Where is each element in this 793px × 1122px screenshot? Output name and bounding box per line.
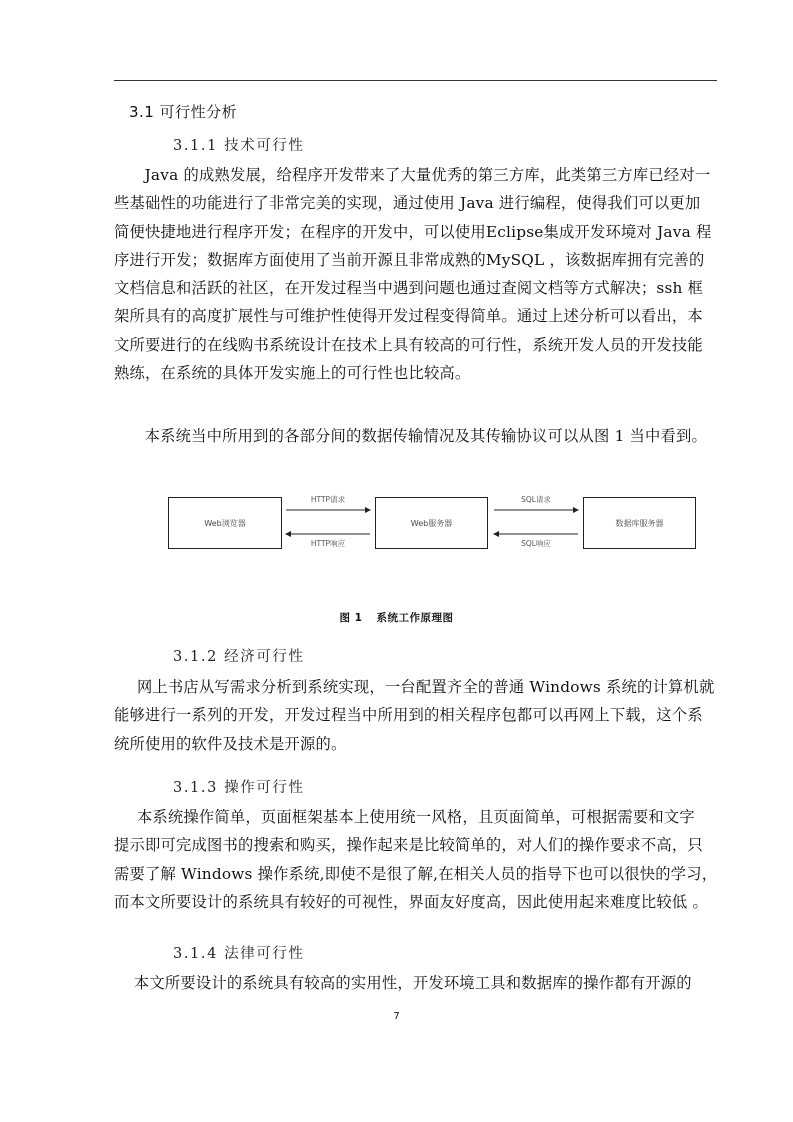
figure-caption [0, 610, 793, 625]
box-database-server: 数据库服务器 [583, 497, 696, 549]
text-line: 简便快捷地进行程序开发；在程序的开发中，可以使用Eclipse集成开发环境对 Java 程 [114, 222, 712, 241]
text-line: 本系统当中所用到的各部分间的数据传输情况及其传输协议可以从图 1 当中看到。 [144, 427, 708, 445]
text-line: 些基础性的功能进行了非常完美的实现，通过使用 Java 进行编程，使得我们可以更加 [114, 194, 701, 213]
label-http-response: HTTP响应 [310, 539, 346, 548]
paragraph-legal [114, 969, 717, 997]
paragraph-operational [114, 803, 717, 916]
box-web-server: Web服务器 [375, 497, 488, 549]
header-rule [114, 80, 717, 81]
text-line: 文所要进行的在线购书系统设计在技术上具有较高的可行性，系统开发人员的开发技能 [114, 335, 703, 354]
subsection-title-economic: 3.1.2 经济可行性 [173, 649, 305, 665]
text-line: 统所使用的软件及技术是开源的。 [114, 734, 347, 753]
text-line: 序进行开发；数据库方面使用了当前开源且非常成熟的MySQL ，该数据库拥有完善的 [114, 250, 705, 269]
text-line: 网上书店从写需求分析到系统实现，一台配置齐全的普通 Windows 系统的计算机就 [136, 678, 715, 696]
figure-caption-text: 系统工作原理图 [376, 612, 454, 624]
text-line: 本系统操作简单，页面框架基本上使用统一风格，且页面简单，可根据需要和文字 [136, 808, 695, 826]
paragraph-figure-reference [114, 422, 717, 450]
subsection-title-technical: 3.1.1 技术可行性 [173, 138, 305, 154]
text-line: 提示即可完成图书的搜索和购买，操作起来是比较简单的，对人们的操作要求不高，只 [114, 836, 703, 855]
label-http-request: HTTP请求 [310, 495, 346, 504]
page-number: 7 [393, 1011, 400, 1022]
label-sql-response: SQL响应 [521, 539, 551, 548]
text-line: 能够进行一系列的开发，开发过程当中所用到的相关程序包都可以再网上下载，这个系 [114, 706, 703, 725]
text-line: 文档信息和活跃的社区，在开发过程当中遇到问题也通过查阅文档等方式解决；ssh 框 [114, 279, 704, 298]
text-line: 需要了解 Windows 操作系统,即使不是很了解,在相关人员的指导下也可以很快的学习， [114, 864, 718, 883]
section-title: 3.1 可行性分析 [129, 103, 238, 121]
text-line: 而本文所要设计的系统具有较好的可视性，界面友好度高，因此使用起来难度比较低 。 [114, 892, 708, 911]
label-sql-request: SQL请求 [521, 495, 551, 504]
figure-caption-number: 图 1 [339, 612, 363, 624]
box-web-browser: Web浏览器 [168, 497, 282, 549]
diagram-arrows [0, 470, 793, 580]
text-line: 熟练，在系统的具体开发实施上的可行性也比较高。 [114, 364, 471, 383]
paragraph-technical [114, 161, 717, 387]
subsection-title-legal: 3.1.4 法律可行性 [173, 946, 305, 962]
paragraph-economic [114, 673, 717, 758]
text-line: Java 的成熟发展，给程序开发带来了大量优秀的第三方库，此类第三方库已经对一 [144, 166, 711, 184]
text-line: 架所具有的高度扩展性与可维护性使得开发过程变得简单。通过上述分析可以看出，本 [114, 307, 703, 326]
system-architecture-diagram [0, 470, 793, 580]
text-line: 本文所要设计的系统具有较高的实用性，开发环境工具和数据库的操作都有开源的 [133, 974, 692, 992]
subsection-title-operational: 3.1.3 操作可行性 [173, 780, 305, 796]
